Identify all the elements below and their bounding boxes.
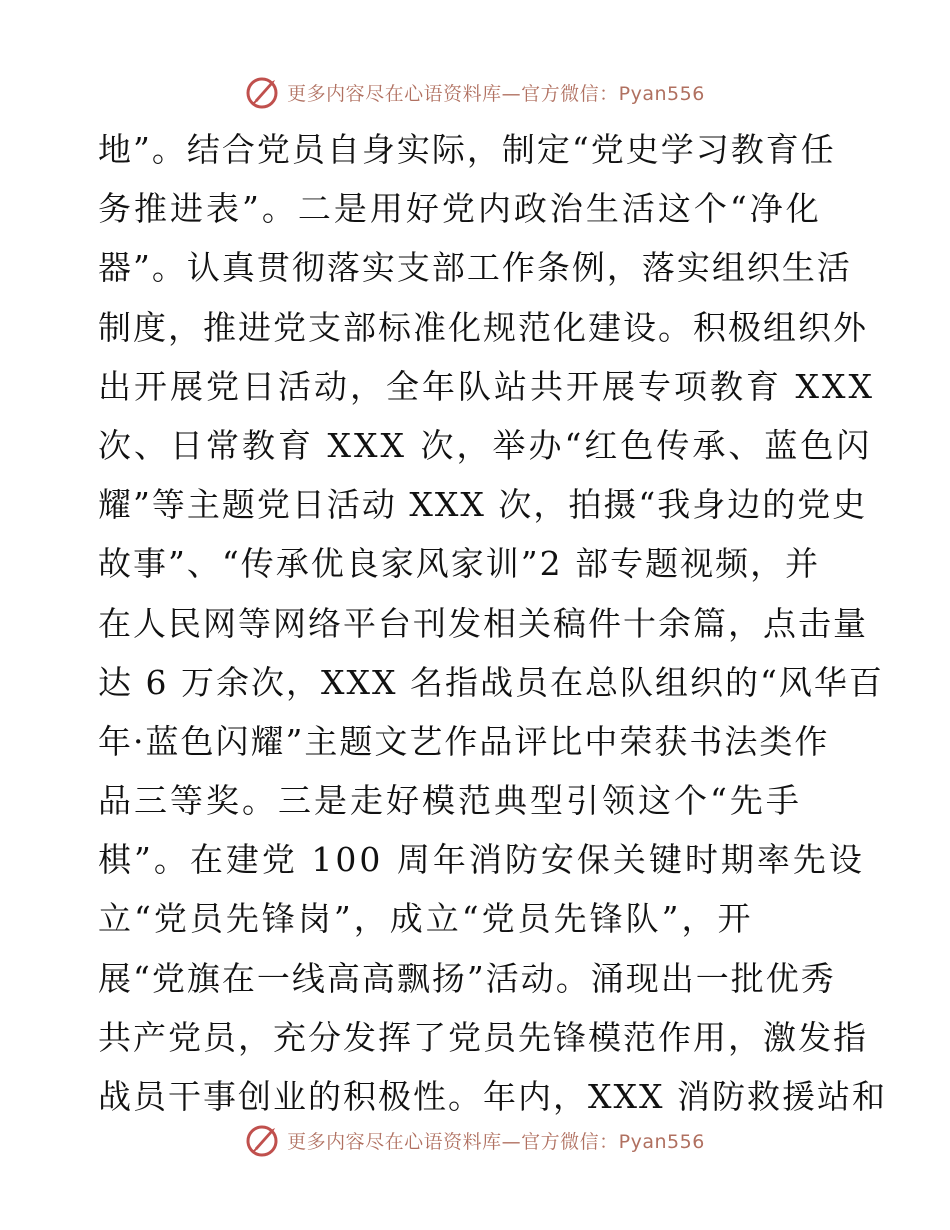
body-line: 出开展党日活动，全年队站共开展专项教育 XXX [98, 366, 875, 406]
body-line: 共产党员，充分发挥了党员先锋模范作用，激发指 [98, 1017, 868, 1057]
document-body [98, 120, 887, 1126]
body-line: 在人民网等网络平台刊发相关稿件十余篇，点击量 [98, 603, 868, 643]
header-watermark-text: 更多内容尽在心语资料库—官方微信：Pyan556 [287, 82, 705, 105]
quill-logo-icon [245, 1122, 281, 1158]
body-line: 战员干事创业的积极性。年内，XXX 消防救援站和 [98, 1077, 887, 1116]
body-line: 年·蓝色闪耀”主题文艺作品评比中荣获书法类作 [98, 721, 830, 761]
body-line: 展“党旗在一线高高飘扬”活动。涌现出一批优秀 [98, 958, 836, 998]
body-line: 达 6 万余次，XXX 名指战员在总队组织的“风华百 [98, 662, 884, 702]
footer-watermark-text: 更多内容尽在心语资料库—官方微信：Pyan556 [287, 1130, 705, 1153]
body-line: 地”。结合党员自身实际，制定“党史学习教育任 [98, 130, 836, 169]
body-line: 立“党员先锋岗”，成立“党员先锋队”，开 [98, 899, 754, 939]
body-line: 次、日常教育 XXX 次，举办“红色传承、蓝色闪 [98, 425, 873, 465]
footer-watermark [0, 1120, 950, 1160]
header-watermark [0, 72, 950, 112]
body-line: 棋”。在建党 100 周年消防安保关键时期率先设 [98, 840, 865, 880]
body-line: 故事”、“传承优良家风家训”2 部专题视频，并 [98, 544, 821, 584]
body-line: 品三等奖。三是走好模范典型引领这个“先手 [98, 781, 802, 821]
body-line: 器”。认真贯彻落实支部工作条例，落实组织生活 [98, 248, 852, 288]
body-line: 务推进表”。二是用好党内政治生活这个“净化 [98, 189, 822, 229]
body-line: 制度，推进党支部标准化规范化建设。积极组织外 [98, 307, 868, 347]
quill-logo-icon [245, 74, 281, 110]
body-line: 耀”等主题党日活动 XXX 次，拍摄“我身边的党史 [98, 485, 868, 525]
